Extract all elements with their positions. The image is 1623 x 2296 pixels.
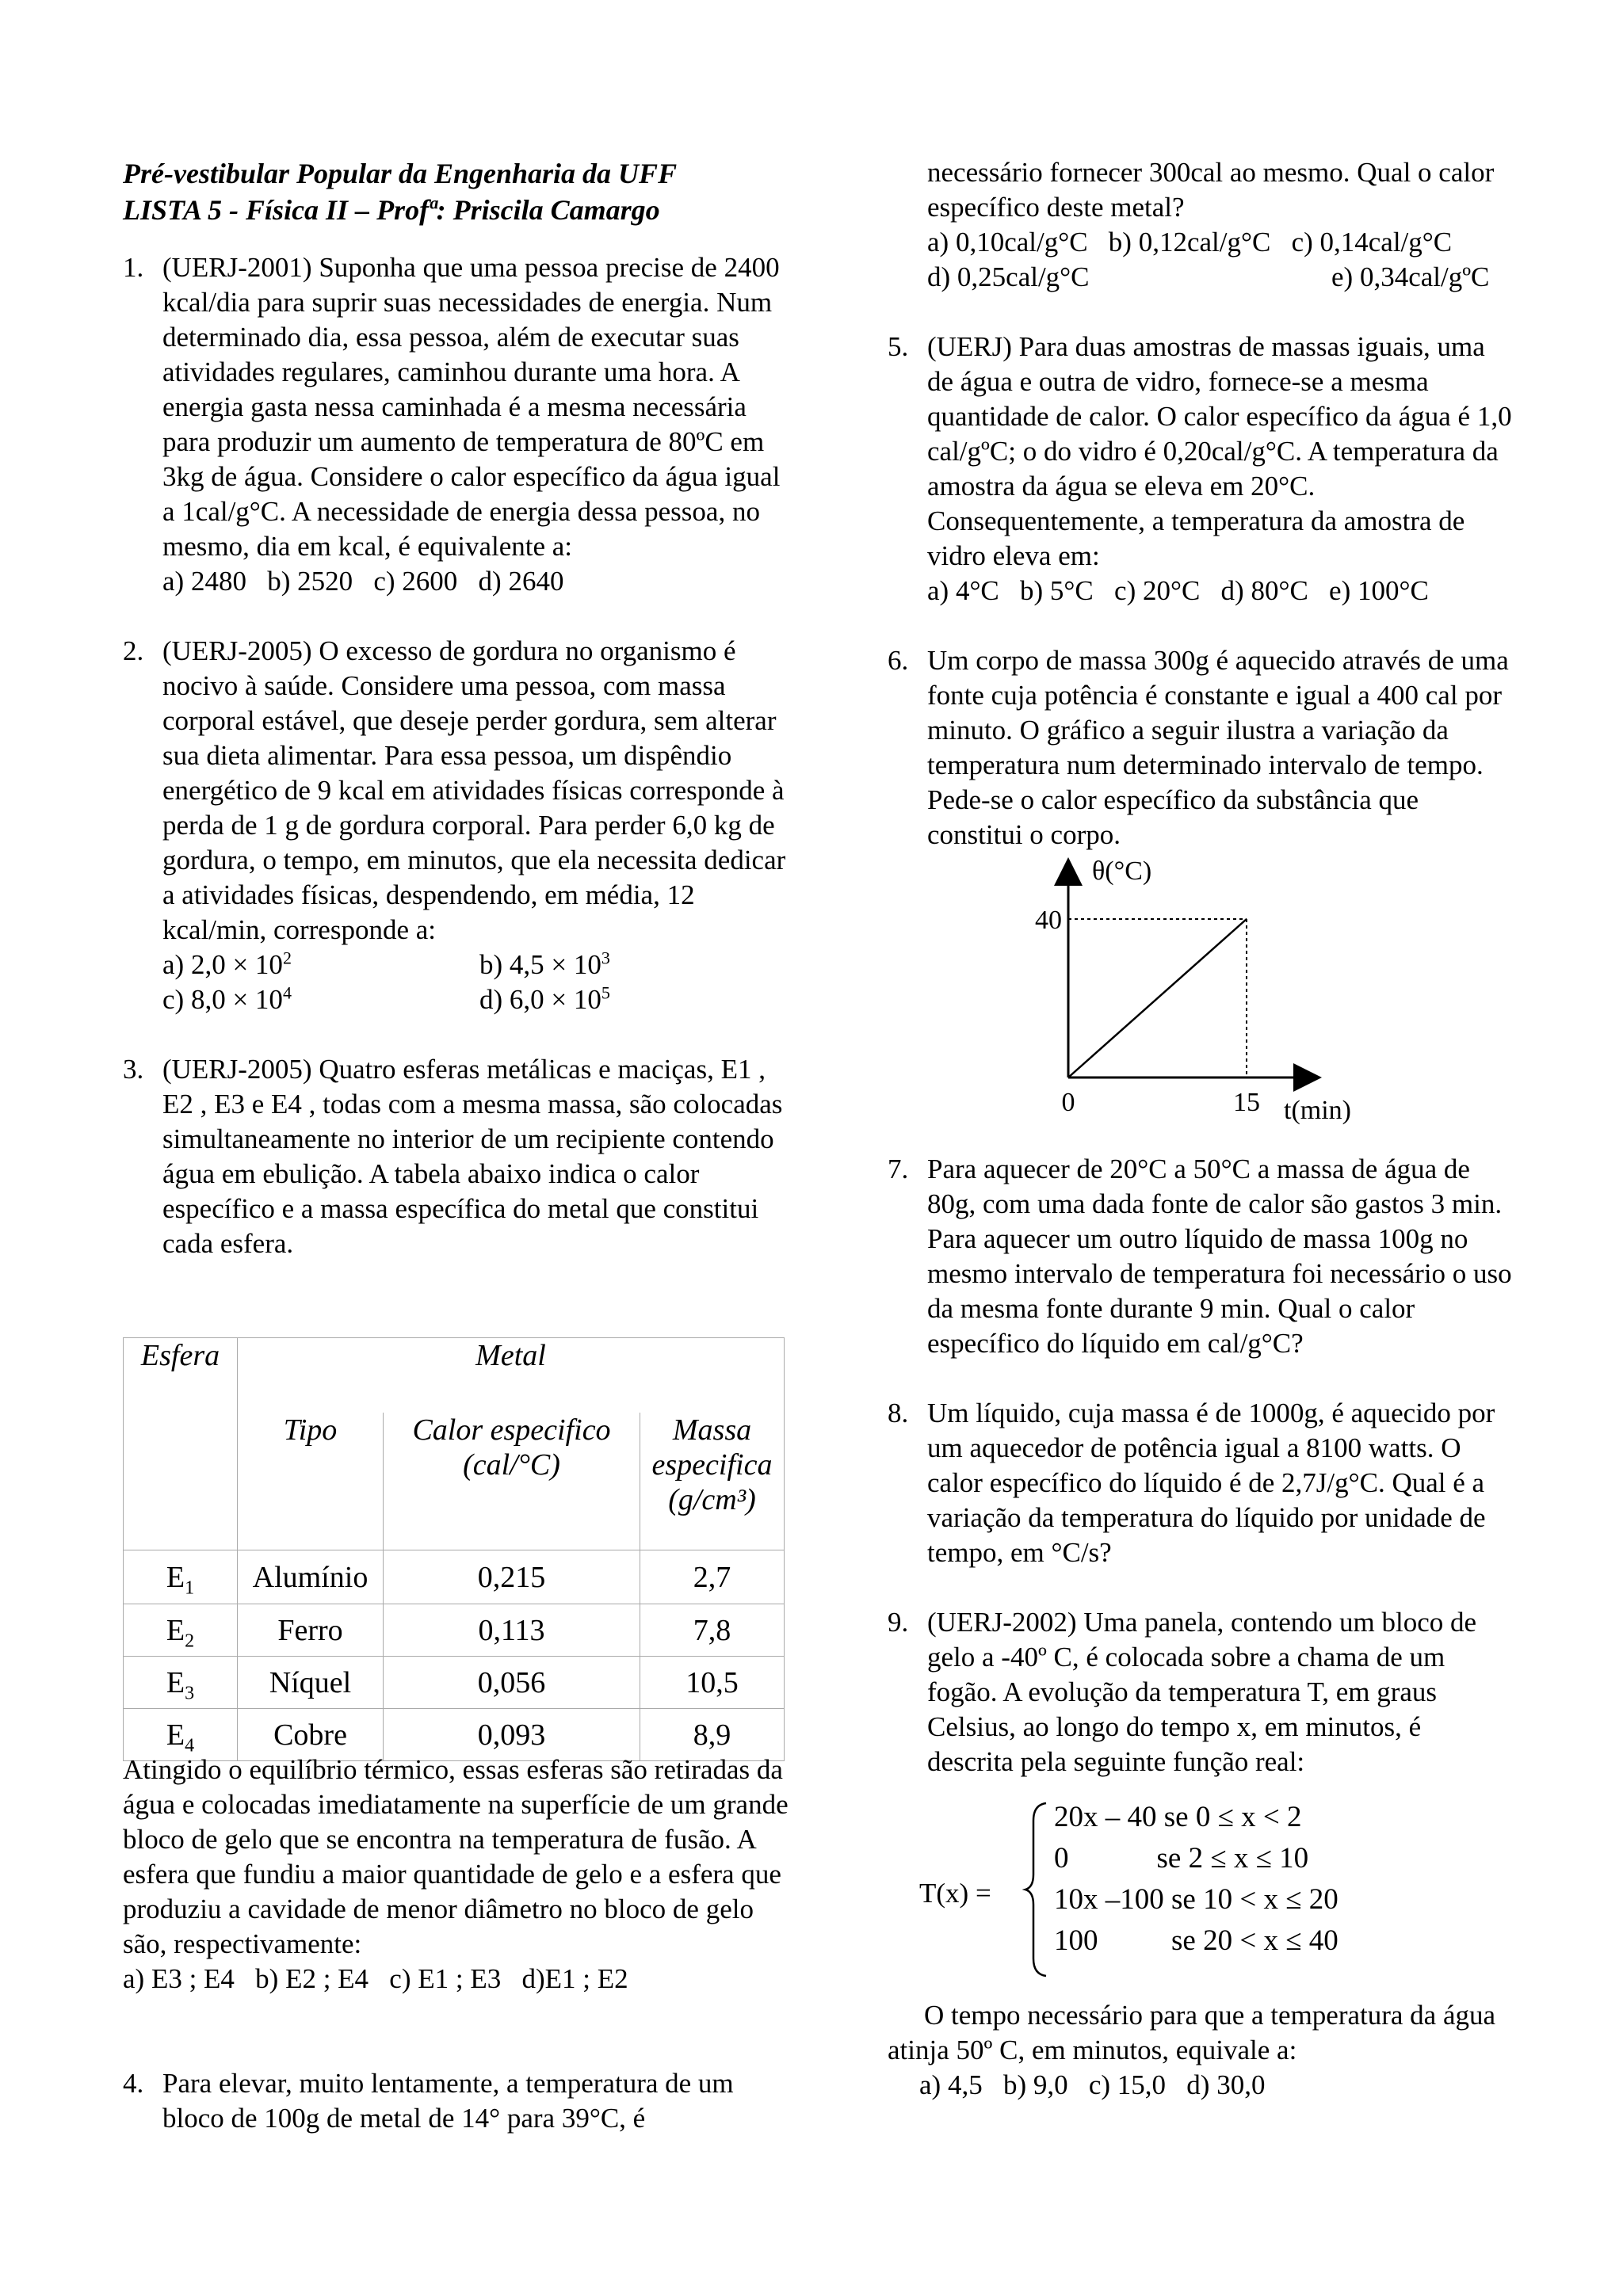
option-d: d) 0,25cal/g°C [927,261,1090,292]
question-options: a) E3 ; E4 b) E2 ; E4 c) E1 ; E3 d)E1 ; E2 [123,1963,628,1994]
cell-massa: 8,9 [640,1709,785,1761]
question-number: 2. [123,635,144,666]
question-options: a) 4°C b) 5°C c) 20°C d) 80°C e) 100°C [927,575,1429,606]
function-piece-3: 10x –100 se 10 < x ≤ 20 [1054,1883,1338,1916]
cell-calor: 0,056 [384,1657,640,1709]
question-number: 7. [888,1154,909,1184]
options-row [162,982,789,1017]
cell-tipo: Alumínio [238,1550,384,1604]
cell-calor: 0,113 [384,1604,640,1657]
question-number: 4. [123,2068,144,2099]
cell-calor: 0,215 [384,1550,640,1604]
cell-massa: 2,7 [640,1550,785,1604]
x-tick-label-15: 15 [1233,1088,1260,1117]
header-massa: Massa especifica (g/cm³) [640,1413,785,1550]
function-piece-1: 20x – 40 se 0 ≤ x < 2 [1054,1801,1302,1833]
question-text: (UERJ-2001) Suponha que uma pessoa precise de 2400 kcal/dia para suprir suas necessidades de energia. Num determinado dia, essa pessoa, além de executar suas atividades regulares, caminhou durante uma hora. A energia gasta nessa caminhada é a mesma necessária para produzir um aumento de temperatura de 80ºC em 3kg de água. Considere o calor específico da água igual a 1cal/g°C. A necessidade de energia dessa pessoa, no mesmo, dia em kcal, é equivalente a: [162,252,781,562]
question-options: a) 0,10cal/g°C b) 0,12cal/g°C c) 0,14cal/g°C [927,227,1453,257]
function-label: T(x) = [919,1878,991,1909]
option-a: a) $2,0 \times 10^2$ [162,948,292,980]
cell-calor: 0,093 [384,1709,640,1761]
right-column [888,155,1514,852]
question-4-continuation [888,155,1514,295]
question-number: 5. [888,331,909,362]
piecewise-function [919,1798,1474,1981]
temperature-time-graph [1014,856,1363,1141]
x-tick-label-0: 0 [1061,1088,1075,1117]
question-options: a) 4,5 b) 9,0 c) 15,0 d) 30,0 [919,2069,1266,2100]
question-text: (UERJ) Para duas amostras de massas iguais, uma de água e outra de vidro, fornece-se a mesma quantidade de calor. O calor específico da água é 1,0 cal/gºC; o do vidro é 0,20cal/g°C. A temperatura da amostra da água se eleva em 20°C. Consequentemente, a temperatura da amostra de vidro eleva em: [927,331,1512,571]
question-text: necessário fornecer 300cal ao mesmo. Qual o calor específico deste metal? [927,157,1495,223]
y-tick-label: 40 [1035,906,1062,935]
x-axis-label: t(min) [1284,1096,1351,1125]
question-number: 8. [888,1398,909,1428]
brace-icon [1022,1798,1054,1981]
option-e: e) 0,34cal/gºC [1331,261,1490,292]
question-3 [123,1052,789,1261]
question-3-continuation [123,1753,789,1997]
question-4 [123,2066,789,2136]
question-2 [123,634,789,1017]
table-row: $E_2$ Ferro 0,113 7,8 [124,1604,785,1657]
header-esfera: Esfera [124,1338,238,1550]
question-7 [888,1152,1514,1361]
header-line-1: Pré-vestibular Popular da Engenharia da UFF [123,158,678,189]
cell-tipo: Níquel [238,1657,384,1709]
spheres-table [123,1337,785,1761]
question-text: (UERJ-2002) Uma panela, contendo um bloco de gelo a -40º C, é colocada sobre a chama de um fogão. A evolução da temperatura T, em graus Celsius, ao longo do tempo x, em minutos, é descrita pela seguinte função real: [927,1607,1477,1777]
cell-tipo: Ferro [238,1604,384,1657]
question-8 [888,1396,1514,1570]
option-c: c) $8,0 \times 10^4$ [162,982,292,1015]
question-text: (UERJ-2005) Quatro esferas metálicas e maciças, E1 , E2 , E3 e E4 , todas com a mesma massa, são colocadas simultaneamente no interior de um recipiente contendo água em ebulição. A tabela abaixo indica o calor específico e a massa específica do metal que constitui cada esfera. [162,1054,783,1259]
function-piece-2: 0 se 2 ≤ x ≤ 10 [1054,1842,1309,1875]
questions-7-8-9 [888,1152,1514,1779]
question-number: 3. [123,1054,144,1085]
question-text: Um corpo de massa 300g é aquecido através de uma fonte cuja potência é constante e igual a 400 cal por minuto. O gráfico a seguir ilustra a variação da temperatura num determinado intervalo de tempo. Pede-se o calor específico da substância que constitui o corpo. [927,645,1509,850]
question-options: a) 2480 b) 2520 c) 2600 d) 2640 [162,566,564,597]
function-piece-4: 100 se 20 < x ≤ 40 [1054,1924,1338,1957]
header-metal: Metal [238,1338,785,1413]
question-text: Para elevar, muito lentamente, a temperatura de um bloco de 100g de metal de 14° para 39°C, é [162,2068,734,2134]
question-5 [888,330,1514,608]
question-text: (UERJ-2005) O excesso de gordura no organismo é nocivo à saúde. Considere uma pessoa, com massa corporal estável, que deseje perder gordura, sem alterar sua dieta alimentar. Para essa pessoa, um dispêndio energético de 9 kcal em atividades físicas corresponde à perda de 1 g de gordura corporal. Para perder 6,0 kg de gordura, o tempo, em minutos, que ela necessita dedicar a atividades físicas, despendendo, em média, 12 kcal/min, corresponde a: [162,635,786,945]
question-number: 9. [888,1607,909,1638]
question-1 [123,250,789,599]
options-row [162,948,789,982]
question-9 [888,1605,1514,1779]
option-d: d) $6,0 \times 10^5$ [479,982,610,1015]
question-number: 1. [123,252,144,283]
question-text: Atingido o equilíbrio térmico, essas esferas são retiradas da água e colocadas imediatamente na superfície de um grande bloco de gelo que se encontra na temperatura de fusão. A esfera que fundiu a maior quantidade de gelo e a esfera que produziu a cavidade de menor diâmetro no bloco de gelo são, respectivamente: [123,1754,789,1959]
question-6 [888,643,1514,852]
table-row: $E_3$ Níquel 0,056 10,5 [124,1657,785,1709]
question-number: 6. [888,645,909,676]
question-text: O tempo necessário para que a temperatura da água atinja 50º C, em minutos, equivale a: [888,2000,1496,2065]
table-row: $E_1$ Alumínio 0,215 2,7 [124,1550,785,1604]
header-calor: Calor especifico (cal/°C) [384,1413,640,1550]
question-text: Para aquecer de 20°C a 50°C a massa de água de 80g, com uma dada fonte de calor são gastos 3 min. Para aquecer um outro líquido de massa 100g no mesmo intervalo de temperatura foi necessário o uso da mesma fonte durante 9 min. Qual o calor específico do líquido em cal/g°C? [927,1154,1512,1359]
left-column [123,155,789,1261]
cell-massa: 10,5 [640,1657,785,1709]
y-axis-label: θ(°C) [1092,856,1152,886]
cell-tipo: Cobre [238,1709,384,1761]
series-line [1068,919,1247,1077]
header-tipo: Tipo [238,1413,384,1550]
table-row: $E_4$ Cobre 0,093 8,9 [124,1709,785,1761]
cell-massa: 7,8 [640,1604,785,1657]
option-b: b) $4,5 \times 10^3$ [479,948,610,980]
question-text: Um líquido, cuja massa é de 1000g, é aquecido por um aquecedor de potência igual a 8100 watts. O calor específico do líquido é de 2,7J/g°C. Qual é a variação da temperatura do líquido por unidade de tempo, em °C/s? [927,1398,1495,1568]
question-9-continuation [888,1998,1514,2103]
header-line-2: LISTA 5 - Física II – Profª: Priscila Camargo [123,194,660,226]
